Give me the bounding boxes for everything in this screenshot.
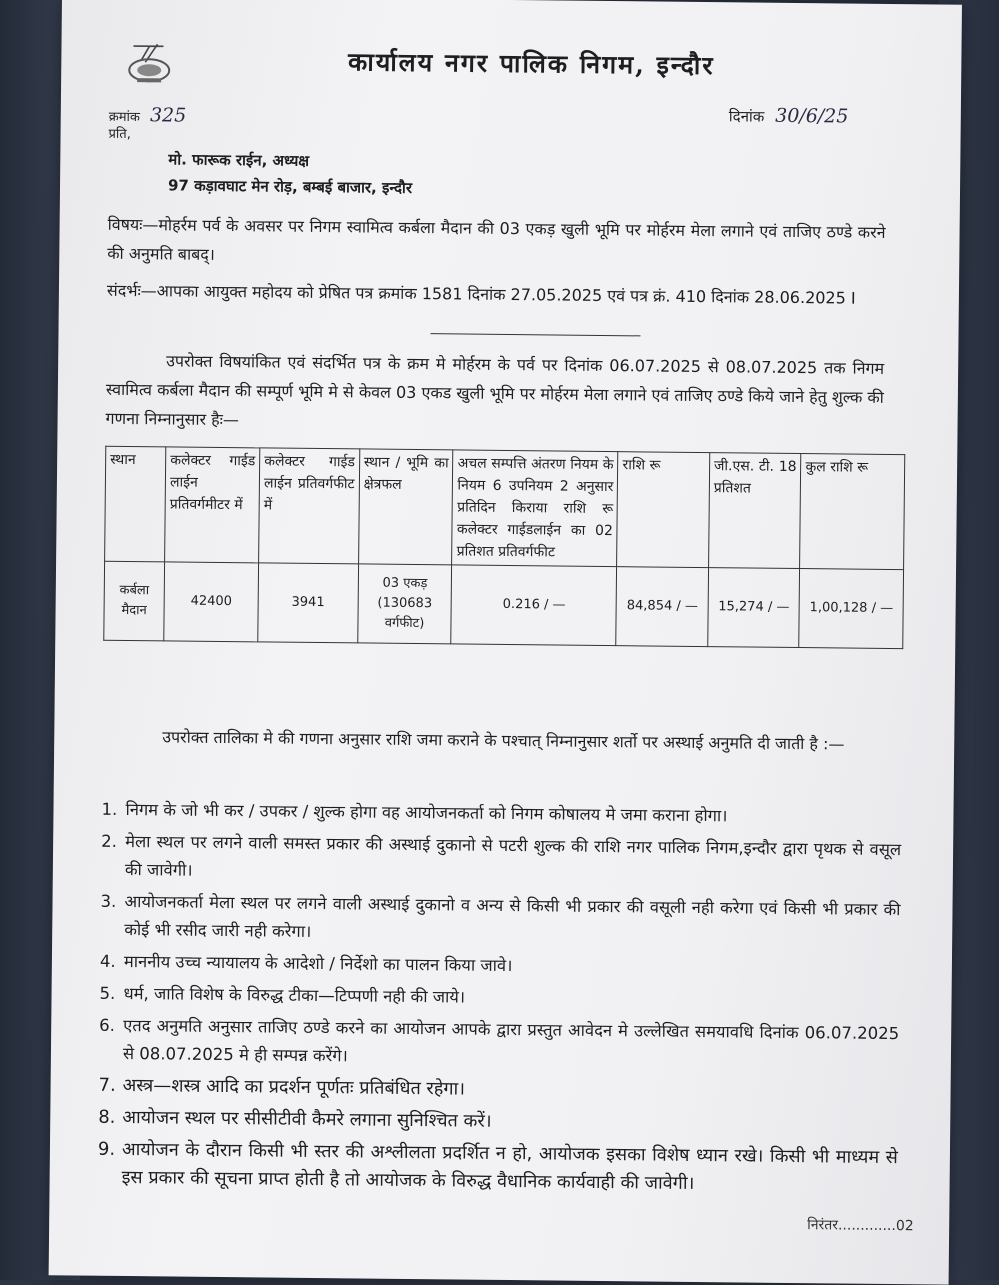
list-item-text: निगम के जो भी कर / उपकर / शुल्क होगा वह आयोजनकर्ता को निगम कोषालय मे जमा कराना होगा।: [125, 799, 728, 826]
list-item-number: 6.: [99, 1015, 116, 1035]
table-header-cell: कलेक्टर गाईड लाईन प्रतिवर्गमीटर में: [165, 447, 260, 563]
table-cell-amount: 84,854 / —: [616, 567, 708, 647]
table-cell-guideline-sqft: 3941: [258, 563, 358, 643]
list-item-number: 5.: [99, 983, 116, 1003]
letter-date-value: 30/6/25: [775, 104, 849, 128]
body-paragraph-2: उपरोक्त तालिका मे की गणना अनुसार राशि जमा कराने के पश्चात् निम्नानुसार शर्तो पर अस्थाई अनुमति दी जाती है :—: [162, 727, 845, 754]
table-cell-place: कर्बला मैदान: [104, 561, 165, 641]
list-item: [98, 1104, 898, 1140]
table-cell-total: 1,00,128 / —: [799, 569, 903, 649]
area-unit: वर्गफीट): [384, 615, 425, 632]
table-cell-gst: 15,274 / —: [708, 568, 800, 648]
list-item-number: 4.: [99, 951, 116, 971]
letter-date: [729, 104, 849, 127]
list-item-number: 3.: [100, 891, 117, 911]
area-acres: 03 एकड़: [382, 575, 428, 592]
list-item: [99, 980, 899, 1016]
letter-subject: विषयः—मोहर्रम पर्व के अवसर पर निगम स्वामित्व कर्बला मैदान की 03 एकड़ खुली भूमि पर मोर्हरम मेला लगाने एवं ताजिए ठण्डे करने की अनुमति बाबद्।: [107, 214, 886, 264]
list-item: [98, 1072, 898, 1108]
table-cell-area: [357, 564, 452, 644]
conditions-list: [97, 796, 901, 1204]
letter-page: [49, 0, 962, 1285]
list-item: [99, 1012, 900, 1076]
list-item-text: अस्त्र—शस्त्र आदि का प्रदर्शन पूर्णतः प्रतिबंधित रहेगा।: [122, 1074, 466, 1100]
table-header-cell: राशि रू: [617, 452, 710, 568]
area-sqft: (130683: [377, 595, 433, 612]
recipient-address: [168, 146, 413, 201]
list-item: [100, 888, 901, 952]
reference-number-label: क्रमांक: [108, 109, 140, 126]
table-row: [104, 561, 904, 648]
body-paragraph-1: उपरोक्त विषयांकित एवं संदर्भित पत्र के क्रम मे मोर्हरम के पर्व पर दिनांक 06.07.2025 से 08.07.2025 तक निगम स्वामित्व कर्बला मैदान की सम्पूर्ण भूमि मे से केवल 03 एकड खुली भूमि पर मोर्हरम मेला लगाने एवं ताजिए ठण्डे किये जाने हेतु शुल्क की गणना निम्नानुसार हैः—: [105, 351, 885, 430]
letter-date-label: दिनांक: [728, 107, 765, 126]
list-item-text: माननीय उच्च न्यायालय के आदेशो / निर्देशो का पालन किया जावे।: [123, 951, 513, 976]
reference-number-value: 325: [149, 104, 187, 127]
fee-calculation-table: [103, 446, 905, 649]
list-item-number: 2.: [101, 831, 118, 851]
table-header-cell: स्थान / भूमि का क्षेत्रफल: [358, 449, 453, 565]
list-item: [101, 828, 902, 892]
table-header-row: [105, 446, 905, 569]
list-item-number: 9.: [97, 1138, 116, 1160]
table-cell-rent-rate: 0.216 / —: [451, 565, 617, 646]
list-item-text: आयोजन स्थल पर सीसीटीवी कैमरे लगाना सुनिश्चित करें।: [122, 1106, 492, 1132]
table-header-cell: जी.एस. टी. 18 प्रतिशत: [709, 453, 802, 569]
list-item-text: मेला स्थल पर लगने वाली समस्त प्रकार की अस्थाई दुकानो से पटरी शुल्क की राशि नगर पालिक निगम,इन्दौर द्वारा पृथक से वसूल की जावेगी।: [124, 831, 902, 880]
table-header-cell: स्थान: [105, 446, 166, 562]
list-item-text: आयोजन के दौरान किसी भी स्तर की अश्लीलता प्रदर्शित न हो, आयोजक इसका विशेष ध्यान रखे। किसी भी माध्यम से इस प्रकार की सूचना प्राप्त होती है तो आयोजक के विरुद्ध वैधानिक कार्यवाही की जावेगी।: [121, 1138, 899, 1194]
office-title: कार्यालय नगर पालिक निगम, इन्दौर: [347, 47, 715, 81]
list-item-number: 1.: [101, 799, 118, 819]
list-item-text: आयोजनकर्ता मेला स्थल पर लगने वाली अस्थाई दुकानो व अन्य से किसी भी प्रकार की वसूली नही करेगा एवं किसी भी प्रकार की कोई भी रसीद जारी नही करेगा।: [124, 891, 901, 941]
table-header-cell: अचल सम्पत्ति अंतरण नियम के नियम 6 उपनियम 2 अनुसार प्रतिदिन किराया राशि रू कलेक्टर गाईडलाईन का 02 प्रतिशत प्रतिवर्गफीट: [452, 450, 618, 567]
table-cell-guideline-sqm: 42400: [164, 562, 259, 642]
table-header-cell: कुल राशि रू: [800, 454, 905, 570]
recipient-name: मो. फारूक राईन, अध्यक्ष: [168, 150, 310, 170]
table-header-cell: कलेक्टर गाईड लाईन प्रतिवर्गफीट में: [259, 448, 360, 564]
recipient-salutation: प्रति,: [108, 126, 131, 143]
recipient-street: 97 कड़ावघाट मेन रोड़, बम्बई बाजार, इन्दौर: [167, 176, 413, 197]
divider-line: [430, 333, 640, 336]
list-item: [100, 948, 900, 984]
list-item-text: धर्म, जाति विशेष के विरुद्ध टीका—टिप्पणी नही की जाये।: [123, 983, 466, 1007]
list-item-number: 7.: [98, 1074, 116, 1096]
list-item-number: 8.: [98, 1106, 116, 1128]
letter-reference: संदर्भः—आपका आयुक्त महोदय को प्रेषित पत्र क्रमांक 1581 दिनांक 27.05.2025 एवं पत्र क्रं. 410 दिनांक 28.06.2025 I: [106, 280, 856, 308]
list-item-text: एतद अनुमति अनुसार ताजिए ठण्डे करने का आयोजन आपके द्वारा प्रस्तुत आवेदन मे उल्लेखित समयावधि दिनांक 06.07.2025 से 08.07.2025 मे ही सम्पन्न करेंगे।: [122, 1015, 900, 1066]
continued-page-marker: निरंतर.............02: [807, 1217, 914, 1235]
list-item: [101, 796, 901, 832]
list-item: [97, 1136, 898, 1200]
